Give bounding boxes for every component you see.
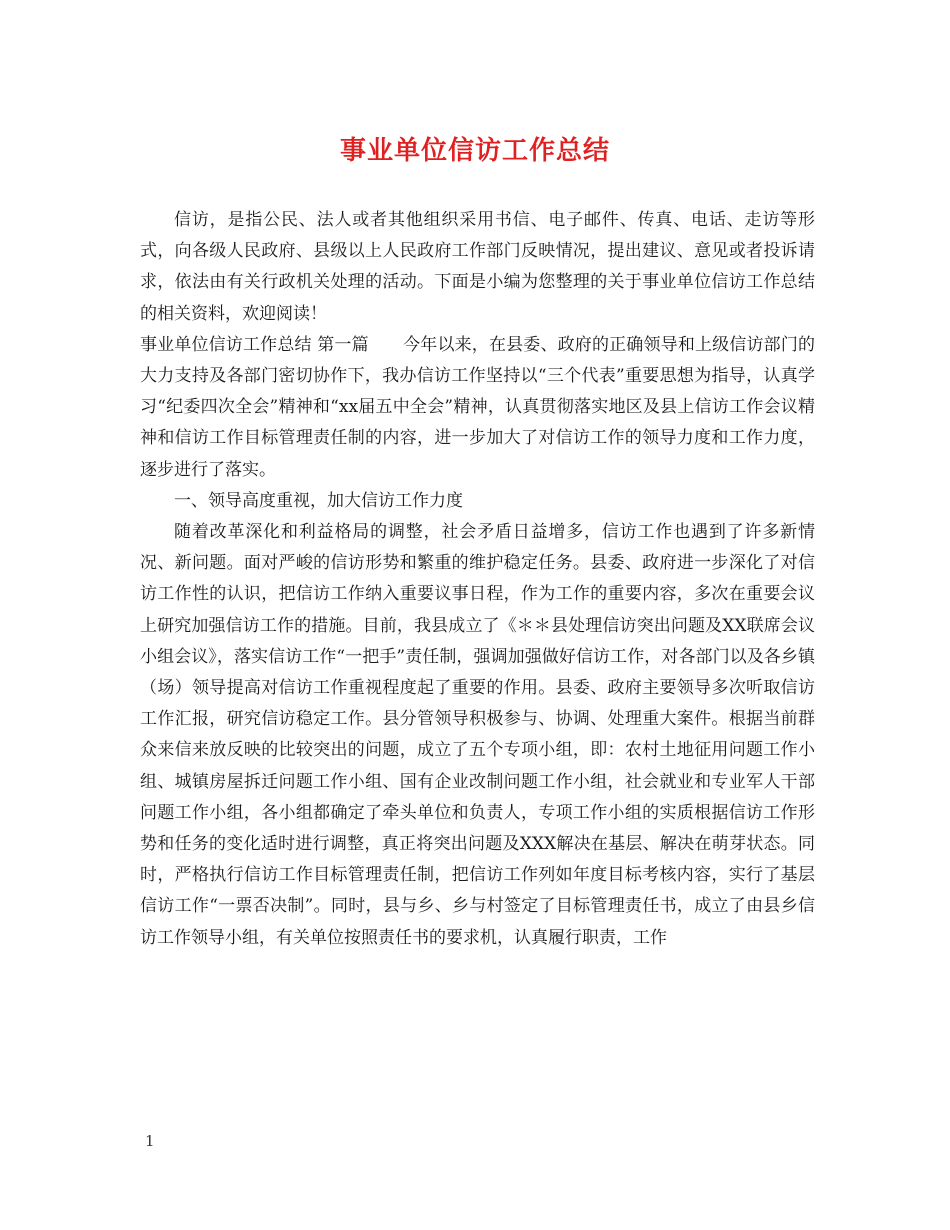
paragraph-section-1-body: 随着改革深化和利益格局的调整，社会矛盾日益增多，信访工作也遇到了许多新情况、新问题。面对严峻的信访形势和繁重的维护稳定任务。县委、政府进一步深化了对信访工作性的认识，把信访工作纳入重要议事日程，作为工作的重要内容，多次在重要会议上研究加强信访工作的措施。目前，我县成立了《＊＊县处理信访突出问题及XX联席会议小组会议》，落实信访工作“一把手”责任制，强调加强做好信访工作，对各部门以及各乡镇（场）领导提高对信访工作重视程度起了重要的作用。县委、政府主要领导多次听取信访工作汇报，研究信访稳定工作。县分管领导积极参与、协调、处理重大案件。根据当前群众来信来放反映的比较突出的问题，成立了五个专项小组，即：农村土地征用问题工作小组、城镇房屋拆迁问题工作小组、国有企业改制问题工作小组，社会就业和专业军人干部问题工作小组，各小组都确定了牵头单位和负责人，专项工作小组的实质根据信访工作形势和任务的变化适时进行调整，真正将突出问题及XXX解决在基层、解决在萌芽状态。同时，严格执行信访工作目标管理责任制，把信访工作列如年度目标考核内容，实行了基层信访工作“一票否决制”。同时，县与乡、乡与村签定了目标管理责任书，成立了由县乡信访工作领导小组，有关单位按照责任书的要求机，认真履行职责，工作 xyxy=(140,522,815,948)
paragraph-intro: 信访，是指公民、法人或者其他组织采用书信、电子邮件、传真、电话、走访等形式，向各级人民政府、县级以上人民政府工作部门反映情况，提出建议、意见或者投诉请求，依法由有关行政机关处理的活动。下面是小编为您整理的关于事业单位信访工作总结的相关资料，欢迎阅读！ xyxy=(140,210,815,324)
paragraph-first-section: 事业单位信访工作总结 第一篇 今年以来，在县委、政府的正确领导和上级信访部门的大力支持及各部门密切协作下，我办信访工作坚持以“三个代表”重要思想为指导，认真学习“纪委四次全会”精神和“xx届五中全会”精神，认真贯彻落实地区及县上信访工作会议精神和信访工作目标管理责任制的内容，进一步加大了对信访工作的领导力度和工作力度，逐步进行了落实。 xyxy=(140,334,815,480)
document-body xyxy=(140,205,815,954)
document-title: 事业单位信访工作总结 xyxy=(339,136,610,166)
section-heading-1: 一、领导高度重视，加大信访工作力度 xyxy=(174,490,463,511)
page-number: 1 xyxy=(145,1132,155,1150)
